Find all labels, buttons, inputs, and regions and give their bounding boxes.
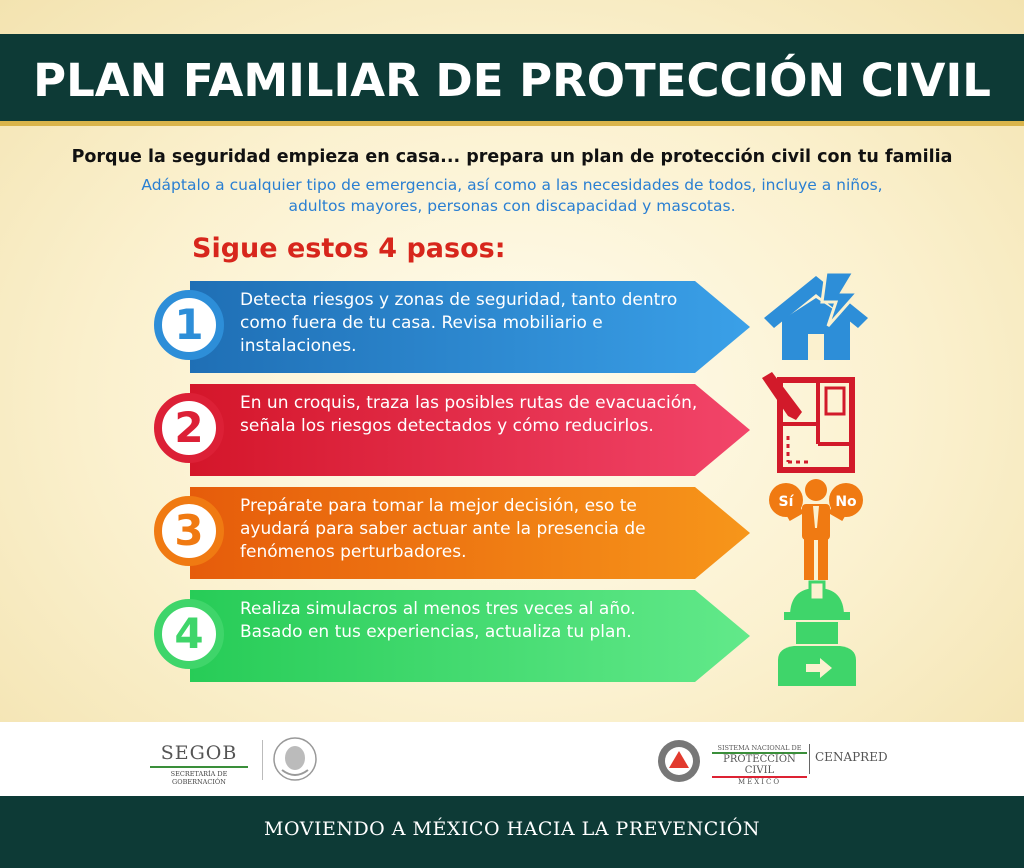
segob-name: SEGOB [160,742,238,764]
steps-title: Sigue estos 4 pasos: [192,233,506,264]
floor-plan-icon [758,372,858,474]
title-banner [0,34,1024,126]
footer [0,796,1024,868]
step-4 [0,590,760,686]
footer-slogan: MOVIENDO A MÉXICO HACIA LA PREVENCIÓN [264,818,760,840]
step-3 [0,487,760,583]
yes-label: Sí [778,494,794,510]
sinaproc-line3: MÉXICO [737,778,782,786]
sinaproc-line1: SISTEMA NACIONAL DE [717,744,802,752]
step-text-3: Prepárate para tomar la mejor decisión, eso te ayudará para saber actuar ante la presencia de fenómenos perturbadores. [240,496,646,562]
no-label: No [835,494,857,510]
step-text-1: Detecta riesgos y zonas de seguridad, tanto dentro como fuera de tu casa. Revisa mobiliario e instalaciones. [240,290,678,356]
intro-headline: Porque la seguridad empieza en casa... prepara un plan de protección civil con tu familia [71,147,953,167]
intro-detail: Adáptalo a cualquier tipo de emergencia, así como a las necesidades de todos, incluye a niños, adultos mayores, personas con discapacidad y mascotas. [141,176,883,215]
sinaproc-line2: PROTECCIÓN CIVIL [712,752,807,778]
step-2 [0,384,760,480]
step-1 [0,281,760,377]
page-title: PLAN FAMILIAR DE PROTECCIÓN CIVIL [33,54,991,107]
logo-divider [262,740,263,780]
house-lightning-icon [758,268,874,364]
step-number-4: 4 [154,599,224,669]
step-number-1: 1 [154,290,224,360]
cenapred-logo: CENAPRED [815,750,888,764]
step-number-2: 2 [154,393,224,463]
step-text-2: En un croquis, traza las posibles rutas de evacuación, señala los riesgos detectados y cómo reducirlos. [240,393,698,436]
sinaproc-logo [712,744,807,786]
logo-divider-2 [809,744,810,774]
mexico-coat-of-arms-icon [270,736,320,782]
segob-subtitle: SECRETARÍA DE GOBERNACIÓN [150,766,248,786]
step-text-4: Realiza simulacros al menos tres veces al año. Basado en tus experiencias, actualiza tu plan. [240,599,636,642]
proteccion-civil-emblem-icon [655,738,703,784]
step-number-3: 3 [154,496,224,566]
rescuer-icon [776,580,858,686]
decision-person-icon [766,476,866,582]
segob-logo [150,742,248,786]
